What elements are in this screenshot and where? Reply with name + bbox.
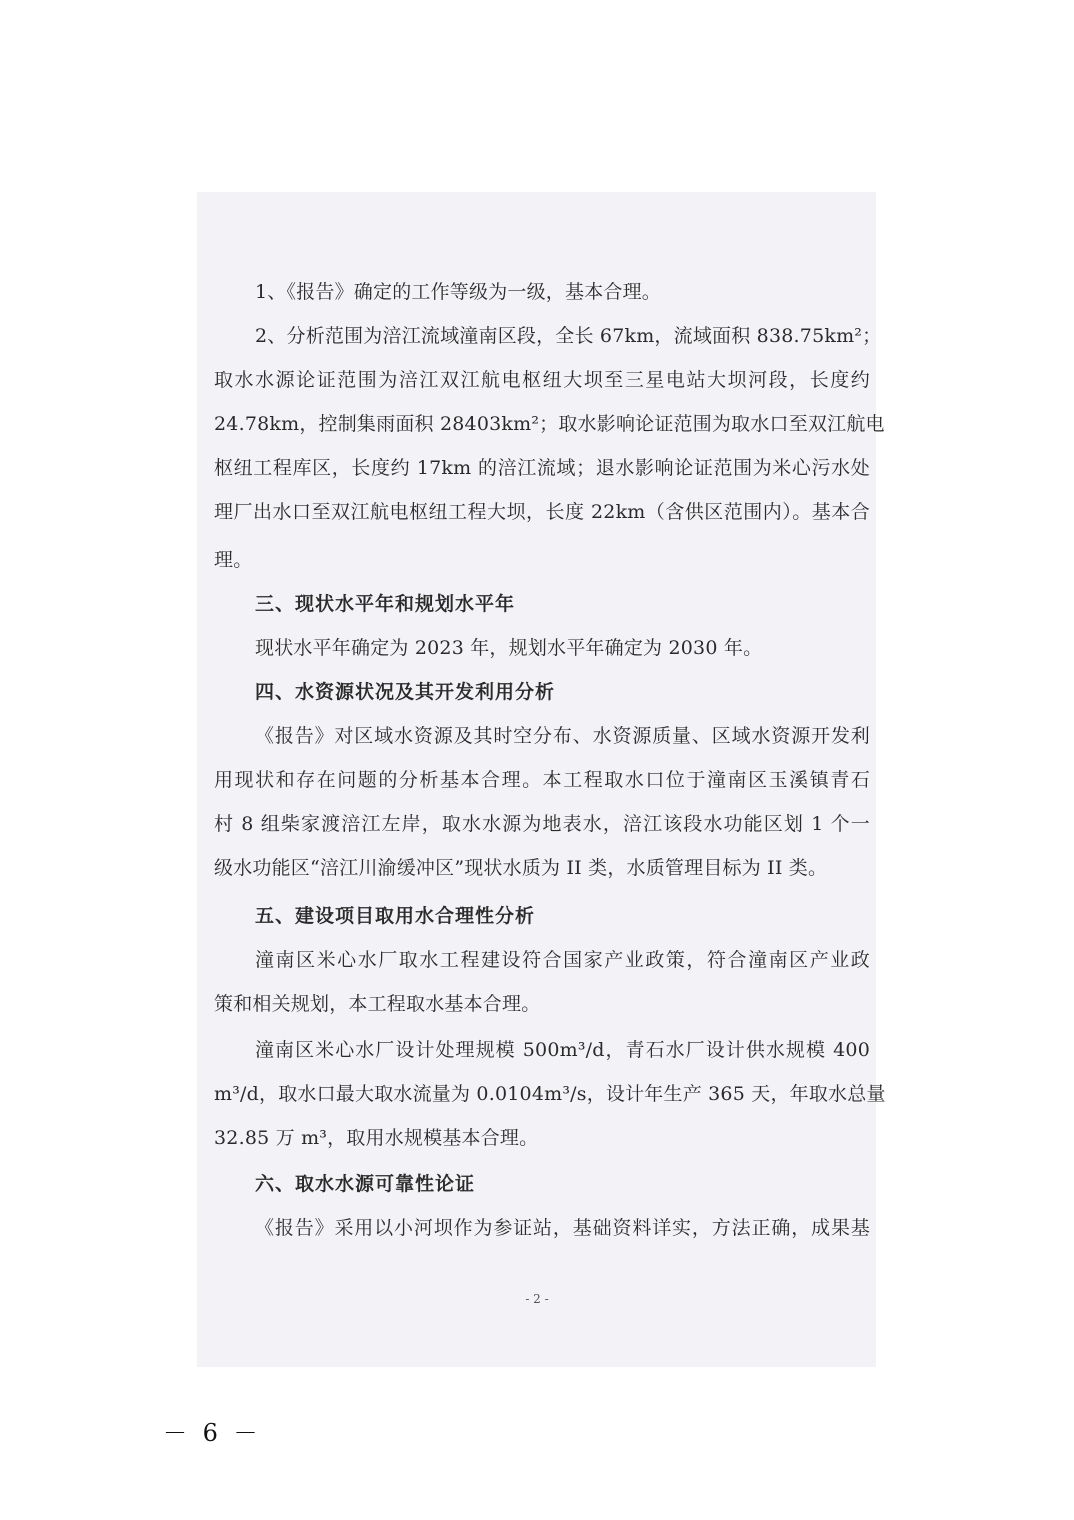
- paragraph-line: 理厂出水口至双江航电枢纽工程大坝，长度 22km（含供区范围内）。基本合: [214, 501, 870, 523]
- paragraph-line: 1、《报告》确定的工作等级为一级，基本合理。: [255, 281, 661, 303]
- paragraph-line: 2、分析范围为涪江流域潼南区段，全长 67km，流域面积 838.75km²；: [255, 325, 882, 347]
- paragraph-line: 枢纽工程库区，长度约 17km 的涪江流域；退水影响论证范围为米心污水处: [214, 457, 870, 479]
- paragraph-line: 潼南区米心水厂设计处理规模 500m³/d，青石水厂设计供水规模 400: [255, 1039, 870, 1061]
- section-heading: 六、取水水源可靠性论证: [255, 1173, 476, 1195]
- section-heading: 三、现状水平年和规划水平年: [255, 593, 516, 615]
- paragraph-line: 32.85 万 m³，取用水规模基本合理。: [214, 1127, 539, 1149]
- paragraph-line: m³/d，取水口最大取水流量为 0.0104m³/s，设计年生产 365 天，年取水总量: [214, 1083, 886, 1105]
- paragraph-line: 级水功能区“涪江川渝缓冲区”现状水质为 II 类，水质管理目标为 II 类。: [214, 857, 828, 879]
- inner-page-number: - 2 -: [525, 1292, 549, 1306]
- paragraph-line: 策和相关规划，本工程取水基本合理。: [214, 993, 541, 1015]
- paragraph-line: 村 8 组柴家渡涪江左岸，取水水源为地表水，涪江该段水功能区划 1 个一: [214, 813, 870, 835]
- paragraph-line: 用现状和存在问题的分析基本合理。本工程取水口位于潼南区玉溪镇青石: [214, 769, 870, 791]
- section-heading: 四、水资源状况及其开发利用分析: [255, 681, 556, 703]
- paragraph-line: 《报告》采用以小河坝作为参证站，基础资料详实，方法正确，成果基: [255, 1217, 870, 1239]
- paragraph-line: 24.78km，控制集雨面积 28403km²；取水影响论证范围为取水口至双江航电: [214, 413, 885, 435]
- section-heading: 五、建设项目取用水合理性分析: [255, 905, 536, 927]
- paragraph-line: 现状水平年确定为 2023 年，规划水平年确定为 2030 年。: [255, 637, 763, 659]
- paragraph-line: 取水水源论证范围为涪江双江航电枢纽大坝至三星电站大坝河段，长度约: [214, 369, 870, 391]
- outer-page-number: － 6 －: [163, 1419, 262, 1447]
- paragraph-line: 理。: [214, 549, 253, 571]
- paragraph-line: 《报告》对区域水资源及其时空分布、水资源质量、区域水资源开发利: [255, 725, 870, 747]
- paragraph-line: 潼南区米心水厂取水工程建设符合国家产业政策，符合潼南区产业政: [255, 949, 870, 971]
